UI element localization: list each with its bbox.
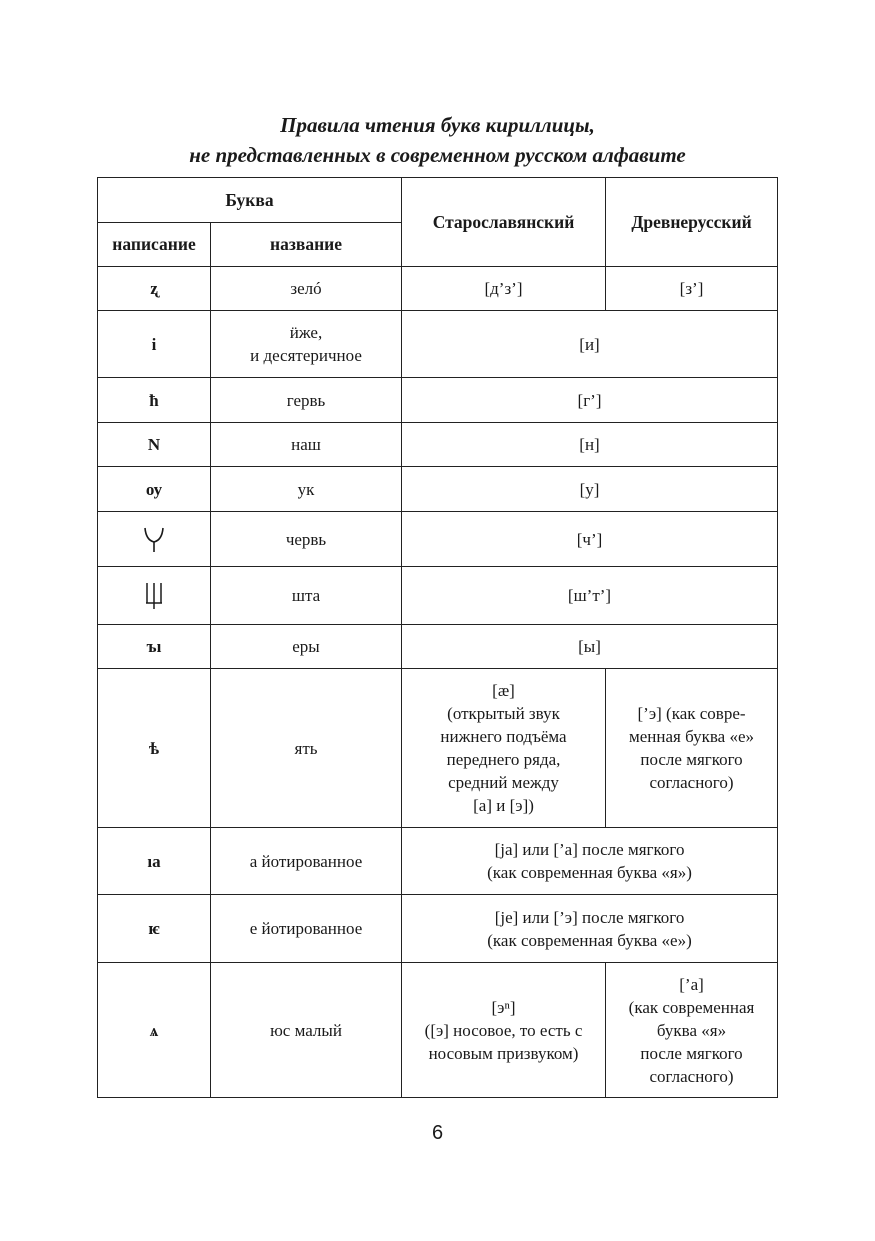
letter-glyph: ѣ bbox=[98, 669, 211, 828]
table-row bbox=[98, 311, 778, 378]
page-number: 6 bbox=[431, 1122, 444, 1144]
old-russian-reading: [з’] bbox=[606, 267, 778, 311]
letter-glyph bbox=[98, 567, 211, 625]
table-row bbox=[98, 828, 778, 895]
table-row bbox=[98, 467, 778, 512]
page-title bbox=[0, 110, 875, 170]
common-reading: [н] bbox=[402, 423, 778, 467]
letter-glyph: і bbox=[98, 311, 211, 378]
table-row bbox=[98, 625, 778, 669]
header-old-slavonic: Старославянский bbox=[402, 178, 606, 267]
letter-name: гервь bbox=[211, 378, 402, 423]
header-old-russian: Древнерусский bbox=[606, 178, 778, 267]
header-letter: Буква bbox=[98, 178, 402, 223]
cyrillic-letters-table bbox=[97, 177, 778, 1098]
letter-name: е йотированное bbox=[211, 895, 402, 963]
letter-name: наш bbox=[211, 423, 402, 467]
old-russian-reading: [’э] (как совре- менная буква «е» после мягкого согласного) bbox=[606, 669, 778, 828]
old-slavonic-reading: [д’з’] bbox=[402, 267, 606, 311]
common-reading: [и] bbox=[402, 311, 778, 378]
old-slavonic-reading: [æ] (открытый звук нижнего подъёма переднего ряда, средний между [а] и [э]) bbox=[402, 669, 606, 828]
letter-glyph: ѧ bbox=[98, 963, 211, 1098]
table-row bbox=[98, 267, 778, 311]
letter-glyph: ћ bbox=[98, 378, 211, 423]
letter-name: ӥже, и десятеричное bbox=[211, 311, 402, 378]
header-writing: написание bbox=[98, 223, 211, 267]
title-line-2: не представленных в современном русском алфавите bbox=[189, 143, 686, 167]
letter-glyph: ıа bbox=[98, 828, 211, 895]
table-row bbox=[98, 895, 778, 963]
table-row bbox=[98, 512, 778, 567]
letter-glyph: оу bbox=[98, 467, 211, 512]
table-row bbox=[98, 567, 778, 625]
table-row bbox=[98, 423, 778, 467]
letter-name: юс малый bbox=[211, 963, 402, 1098]
common-reading: [ш’т’] bbox=[402, 567, 778, 625]
letter-glyph: N bbox=[98, 423, 211, 467]
common-reading: [г’] bbox=[402, 378, 778, 423]
shta-letter-icon bbox=[144, 584, 164, 603]
old-russian-reading: [’а] (как современная буква «я» после мягкого согласного) bbox=[606, 963, 778, 1098]
letter-glyph: ʐ bbox=[98, 267, 211, 311]
common-reading: [ч’] bbox=[402, 512, 778, 567]
letter-name: шта bbox=[211, 567, 402, 625]
letter-name: а йотированное bbox=[211, 828, 402, 895]
letter-name: ук bbox=[211, 467, 402, 512]
title-line-1: Правила чтения букв кириллицы, bbox=[280, 113, 595, 137]
old-slavonic-reading: [эⁿ] ([э] носовое, то есть с носовым призвуком) bbox=[402, 963, 606, 1098]
table-row bbox=[98, 963, 778, 1098]
common-reading: [у] bbox=[402, 467, 778, 512]
letter-glyph: ѥ bbox=[98, 895, 211, 963]
header-name: название bbox=[211, 223, 402, 267]
common-reading: [ы] bbox=[402, 625, 778, 669]
table-row bbox=[98, 669, 778, 828]
letter-name: ять bbox=[211, 669, 402, 828]
letter-name: еры bbox=[211, 625, 402, 669]
letter-glyph bbox=[98, 512, 211, 567]
table-row bbox=[98, 378, 778, 423]
cherv-letter-icon bbox=[143, 528, 165, 547]
letter-name: зелó bbox=[211, 267, 402, 311]
common-reading: [jе] или [’э] после мягкого (как современная буква «е») bbox=[402, 895, 778, 963]
letter-glyph: ъı bbox=[98, 625, 211, 669]
letter-name: червь bbox=[211, 512, 402, 567]
common-reading: [jа] или [’а] после мягкого (как современная буква «я») bbox=[402, 828, 778, 895]
